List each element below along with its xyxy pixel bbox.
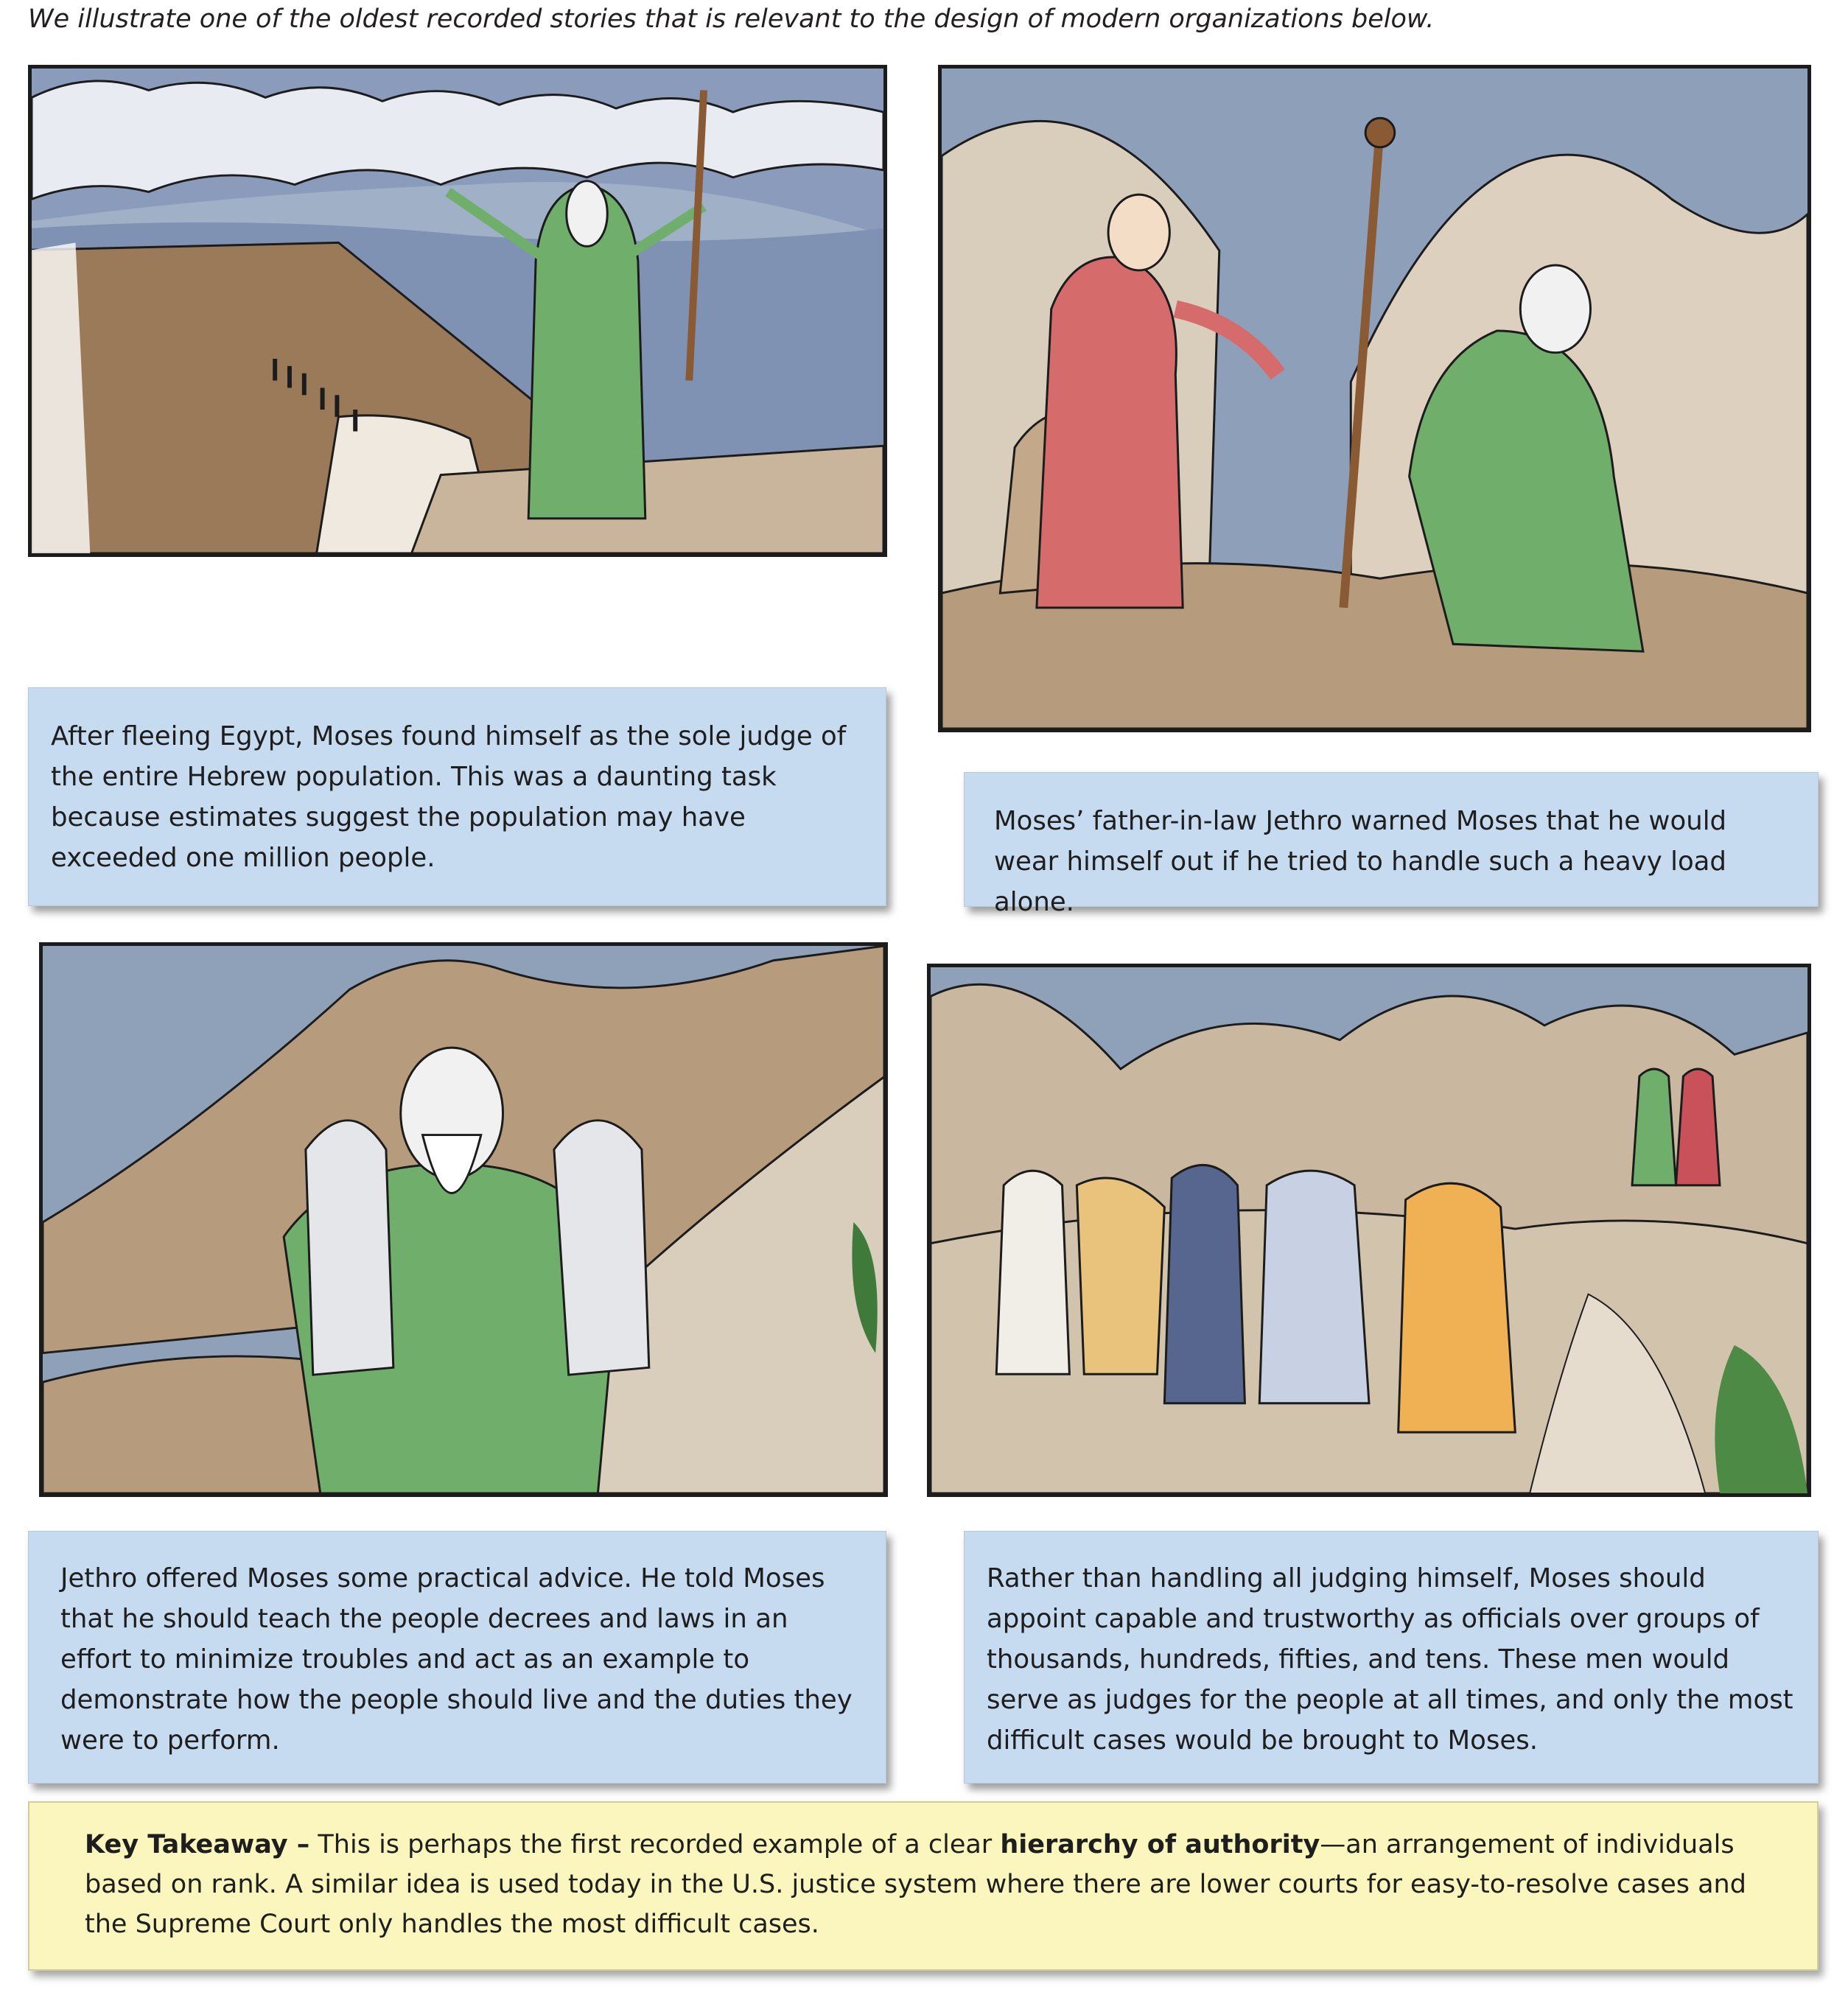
caption-text: Jethro offered Moses some practical advice. He told Moses that he should teach the people decrees and laws in an effort to minimize troubles and act as an example to demonstrate how the people should live and the duties they were to perform.	[60, 1563, 853, 1756]
panel-jethro-moses-illustration	[938, 65, 1811, 732]
panel-moses-tablets-illustration	[39, 942, 888, 1497]
panel-sea-parting-illustration	[28, 65, 887, 557]
panel-officials-group-illustration	[927, 964, 1811, 1497]
intro-text: We illustrate one of the oldest recorded stories that is relevant to the design of modern organizations below.	[28, 4, 1435, 34]
key-takeaway-highlight: hierarchy of authority	[1000, 1830, 1320, 1859]
caption-panel-3	[28, 1531, 886, 1784]
caption-text: Rather than handling all judging himself, Moses should appoint capable and trustworthy as officials over groups of thousands, hundreds, fifties, and tens. These men would serve as judges for the people at all times, and only the most difficult cases would be brought to Moses.	[987, 1563, 1793, 1756]
caption-text: After fleeing Egypt, Moses found himself as the sole judge of the entire Hebrew population. This was a daunting task because estimates suggest the population may have exceeded one million people.	[51, 721, 847, 873]
key-takeaway-box	[28, 1801, 1819, 1971]
key-takeaway-label: Key Takeaway –	[85, 1830, 310, 1859]
key-takeaway-text-1: This is perhaps the first recorded example of a clear	[309, 1830, 1001, 1859]
caption-panel-2	[964, 772, 1819, 917]
caption-text: Moses’ father-in-law Jethro warned Moses that he would wear himself out if he tried to handle such a heavy load alone.	[994, 806, 1727, 917]
caption-panel-1	[28, 687, 886, 906]
key-takeaway-text-2: —an arrangement of individuals based on rank. A similar idea is used today in the U.S. justice system where there are lower courts for easy-to-resolve cases and the Supreme Court only handles the most difficult cases.	[85, 1830, 1746, 1939]
caption-panel-4	[964, 1531, 1819, 1784]
